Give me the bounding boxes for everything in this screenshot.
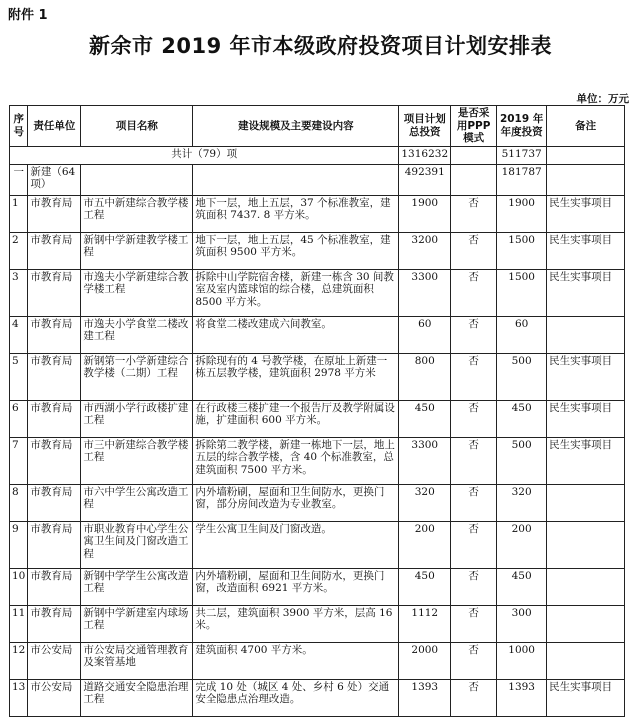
row-year: 1000: [497, 642, 547, 679]
row-year: 1900: [497, 195, 547, 232]
row-ppp: 否: [451, 269, 497, 316]
total-note: [547, 146, 625, 164]
row-scope: 在行政楼三楼扩建一个报告厅及教学附属设施，扩建面积 600 平方米。: [193, 400, 399, 437]
header-no: 序号: [10, 106, 28, 147]
row-ppp: 否: [451, 316, 497, 353]
row-name: 市公安局交通管理教育及案管基地: [81, 642, 193, 679]
row-no: 8: [10, 484, 28, 521]
table-row: [10, 316, 625, 353]
row-year: 300: [497, 605, 547, 642]
row-scope: 共二层，建筑面积 3900 平方米，层高 16 米。: [193, 605, 399, 642]
row-total: 3300: [399, 269, 451, 316]
row-note: 民生实事项目: [547, 269, 625, 316]
row-unit: 市教育局: [28, 568, 81, 605]
row-name: 市逸夫小学新建综合教学楼工程: [81, 269, 193, 316]
table-row: [10, 521, 625, 568]
row-unit: 市教育局: [28, 269, 81, 316]
row-year: 500: [497, 437, 547, 484]
row-year: 450: [497, 400, 547, 437]
row-scope: 学生公寓卫生间及门窗改造。: [193, 521, 399, 568]
investment-plan-table: [9, 105, 625, 717]
category-name: [81, 164, 193, 195]
row-ppp: 否: [451, 521, 497, 568]
total-year: 511737: [497, 146, 547, 164]
row-total: 200: [399, 521, 451, 568]
row-no: 5: [10, 353, 28, 400]
row-unit: 市教育局: [28, 484, 81, 521]
row-unit: 市公安局: [28, 679, 81, 716]
table-row: [10, 437, 625, 484]
row-ppp: 否: [451, 679, 497, 716]
row-note: 民生实事项目: [547, 353, 625, 400]
row-unit: 市教育局: [28, 353, 81, 400]
table-row: [10, 605, 625, 642]
row-total: 320: [399, 484, 451, 521]
row-note: 民生实事项目: [547, 400, 625, 437]
table-row: [10, 568, 625, 605]
row-year: 500: [497, 353, 547, 400]
row-note: 民生实事项目: [547, 437, 625, 484]
row-ppp: 否: [451, 484, 497, 521]
row-no: 12: [10, 642, 28, 679]
row-unit: 市教育局: [28, 232, 81, 269]
row-year: 1500: [497, 232, 547, 269]
category-row: [10, 164, 625, 195]
row-year: 60: [497, 316, 547, 353]
row-total: 450: [399, 400, 451, 437]
row-year: 320: [497, 484, 547, 521]
row-ppp: 否: [451, 642, 497, 679]
header-ppp: 是否采用PPP 模式: [451, 106, 497, 147]
row-total: 800: [399, 353, 451, 400]
row-name: 市五中新建综合教学楼工程: [81, 195, 193, 232]
category-total: 492391: [399, 164, 451, 195]
header-name: 项目名称: [81, 106, 193, 147]
row-name: 新钢中学新建教学楼工程: [81, 232, 193, 269]
row-unit: 市教育局: [28, 400, 81, 437]
row-no: 6: [10, 400, 28, 437]
row-scope: 地下一层，地上五层，45 个标准教室，建筑面积 9500 平方米。: [193, 232, 399, 269]
row-scope: 完成 10 处（城区 4 处、乡村 6 处）交通安全隐患点治理改造。: [193, 679, 399, 716]
row-name: 新钢第一小学新建综合教学楼（二期）工程: [81, 353, 193, 400]
row-name: 市西湖小学行政楼扩建工程: [81, 400, 193, 437]
row-year: 200: [497, 521, 547, 568]
header-scope: 建设规模及主要建设内容: [193, 106, 399, 147]
row-ppp: 否: [451, 568, 497, 605]
row-note: [547, 316, 625, 353]
row-total: 450: [399, 568, 451, 605]
table-row: [10, 195, 625, 232]
row-no: 1: [10, 195, 28, 232]
header-unit: 责任单位: [28, 106, 81, 147]
row-scope: 拆除第二教学楼，新建一栋地下一层，地上五层的综合教学楼，含 40 个标准教室，总建筑面积 7500 平方米。: [193, 437, 399, 484]
row-total: 3300: [399, 437, 451, 484]
header-note: 备注: [547, 106, 625, 147]
table-row: [10, 232, 625, 269]
row-ppp: 否: [451, 232, 497, 269]
header-year: 2019 年年度投资: [497, 106, 547, 147]
category-no: 一: [10, 164, 28, 195]
row-name: 市六中学生公寓改造工程: [81, 484, 193, 521]
table-row: [10, 269, 625, 316]
row-note: 民生实事项目: [547, 195, 625, 232]
row-total: 3200: [399, 232, 451, 269]
category-label: 新建（64 项）: [28, 164, 81, 195]
row-total: 1900: [399, 195, 451, 232]
category-scope: [193, 164, 399, 195]
row-ppp: 否: [451, 605, 497, 642]
row-no: 10: [10, 568, 28, 605]
row-total: 1112: [399, 605, 451, 642]
row-name: 市职业教育中心学生公寓卫生间及门窗改造工程: [81, 521, 193, 568]
row-no: 2: [10, 232, 28, 269]
row-note: [547, 568, 625, 605]
row-note: 民生实事项目: [547, 679, 625, 716]
row-name: 道路交通安全隐患治理工程: [81, 679, 193, 716]
row-unit: 市教育局: [28, 437, 81, 484]
row-name: 市三中新建综合教学楼工程: [81, 437, 193, 484]
table-row: [10, 353, 625, 400]
row-ppp: 否: [451, 353, 497, 400]
total-label: 共计（79）项: [10, 146, 399, 164]
row-year: 450: [497, 568, 547, 605]
unit-label: 单位：万元: [576, 93, 629, 105]
row-scope: 将食堂二楼改建成六间教室。: [193, 316, 399, 353]
row-no: 11: [10, 605, 28, 642]
row-total: 1393: [399, 679, 451, 716]
table-row: [10, 484, 625, 521]
row-scope: 拆除中山学院宿舍楼，新建一栋含 30 间教室及室内篮球馆的综合楼，总建筑面积 8500 平方米。: [193, 269, 399, 316]
total-ppp: [451, 146, 497, 164]
row-year: 1500: [497, 269, 547, 316]
row-ppp: 否: [451, 195, 497, 232]
table-body: [10, 146, 625, 716]
page-title: 新余市 2019 年市本级政府投资项目计划安排表: [88, 34, 553, 58]
row-no: 13: [10, 679, 28, 716]
total-row: [10, 146, 625, 164]
row-note: [547, 484, 625, 521]
row-ppp: 否: [451, 437, 497, 484]
category-ppp: [451, 164, 497, 195]
row-no: 7: [10, 437, 28, 484]
row-unit: 市公安局: [28, 642, 81, 679]
row-scope: 内外墙粉刷，屋面和卫生间防水，更换门窗，部分房间改造为专业教室。: [193, 484, 399, 521]
row-scope: 拆除现有的 4 号教学楼，在原址上新建一栋五层教学楼，建筑面积 2978 平方米: [193, 353, 399, 400]
total-investment: 1316232: [399, 146, 451, 164]
row-total: 2000: [399, 642, 451, 679]
row-no: 9: [10, 521, 28, 568]
row-unit: 市教育局: [28, 521, 81, 568]
row-note: [547, 642, 625, 679]
row-name: 市逸夫小学食堂二楼改建工程: [81, 316, 193, 353]
table-row: [10, 400, 625, 437]
table-row: [10, 642, 625, 679]
row-total: 60: [399, 316, 451, 353]
attachment-label: 附件 1: [8, 8, 48, 23]
row-scope: 建筑面积 4700 平方米。: [193, 642, 399, 679]
row-year: 1393: [497, 679, 547, 716]
row-no: 3: [10, 269, 28, 316]
row-ppp: 否: [451, 400, 497, 437]
row-unit: 市教育局: [28, 195, 81, 232]
row-note: [547, 605, 625, 642]
category-year: 181787: [497, 164, 547, 195]
category-note: [547, 164, 625, 195]
row-unit: 市教育局: [28, 316, 81, 353]
row-name: 新钢中学新建室内球场工程: [81, 605, 193, 642]
row-name: 新钢中学学生公寓改造工程: [81, 568, 193, 605]
row-no: 4: [10, 316, 28, 353]
header-total: 项目计划总投资: [399, 106, 451, 147]
table-row: [10, 679, 625, 716]
row-scope: 内外墙粉刷，屋面和卫生间防水，更换门窗，改造面积 6921 平方米。: [193, 568, 399, 605]
row-unit: 市教育局: [28, 605, 81, 642]
row-note: 民生实事项目: [547, 232, 625, 269]
row-note: [547, 521, 625, 568]
row-scope: 地下一层，地上五层，37 个标准教室，建筑面积 7437. 8 平方米。: [193, 195, 399, 232]
